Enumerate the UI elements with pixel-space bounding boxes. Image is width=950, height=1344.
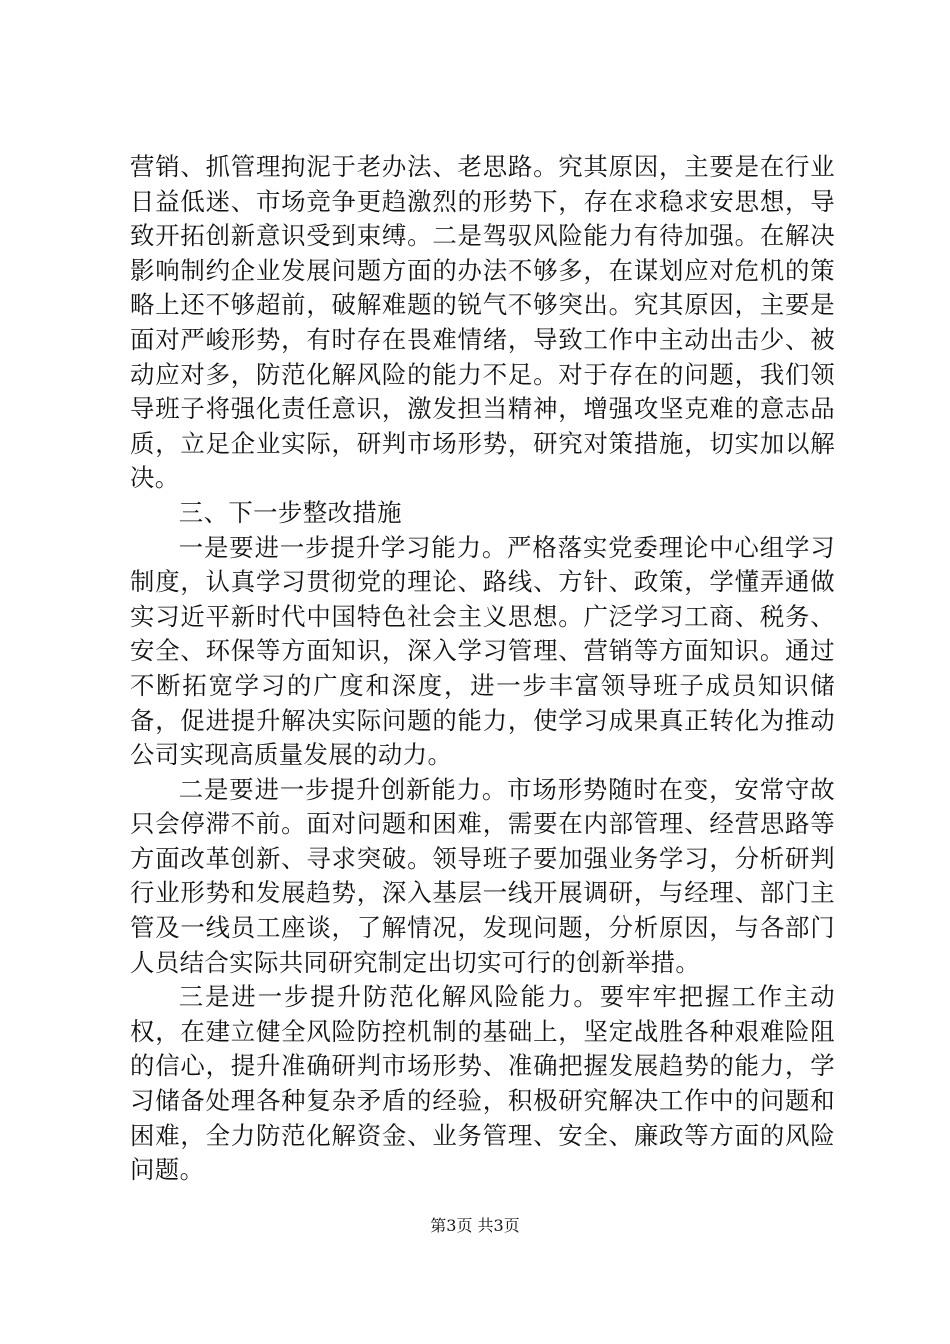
paragraph-risk: 三是进一步提升防范化解风险能力。要牢牢把握工作主动权，在建立健全风险防控机制的基础上，坚定战胜各种艰难险阻的信心，提升准确研判市场形势、准确把握发展趋势的能力，学习储备处理各种复杂矛盾的经验，积极研究解决工作中的问题和困难，全力防范化解资金、业务管理、安全、廉政等方面的风险问题。 [130,982,835,1185]
page-footer: 第3页 共3页 [430,1216,520,1235]
document-body [130,150,835,1188]
paragraph-innovation: 二是要进一步提升创新能力。市场形势随时在变，安常守故只会停滞不前。面对问题和困难，需要在内部管理、经营思路等方面改革创新、寻求突破。领导班子要加强业务学习，分析研判行业形势和发展趋势，深入基层一线开展调研，与经理、部门主管及一线员工座谈，了解情况，发现问题，分析原因，与各部门人员结合实际共同研究制定出切实可行的创新举措。 [130,774,835,977]
paragraph-learning: 一是要进一步提升学习能力。严格落实党委理论中心组学习制度，认真学习贯彻党的理论、路线、方针、政策，学懂弄通做实习近平新时代中国特色社会主义思想。广泛学习工商、税务、安全、环保等方面知识，深入学习管理、营销等方面知识。通过不断拓宽学习的广度和深度，进一步丰富领导班子成员知识储备，促进提升解决实际问题的能力，使学习成果真正转化为推动公司实现高质量发展的动力。 [130,532,835,770]
paragraph-continued: 营销、抓管理拘泥于老办法、老思路。究其原因，主要是在行业日益低迷、市场竞争更趋激烈的形势下，存在求稳求安思想，导致开拓创新意识受到束缚。二是驾驭风险能力有待加强。在解决影响制约企业发展问题方面的办法不够多，在谋划应对危机的策略上还不够超前，破解难题的锐气不够突出。究其原因，主要是面对严峻形势，有时存在畏难情绪，导致工作中主动出击少、被动应对多，防范化解风险的能力不足。对于存在的问题，我们领导班子将强化责任意识，激发担当精神，增强攻坚克难的意志品质，立足企业实际，研判市场形势，研究对策措施，切实加以解决。 [130,152,835,493]
section-heading: 三、下一步整改措施 [178,497,402,527]
